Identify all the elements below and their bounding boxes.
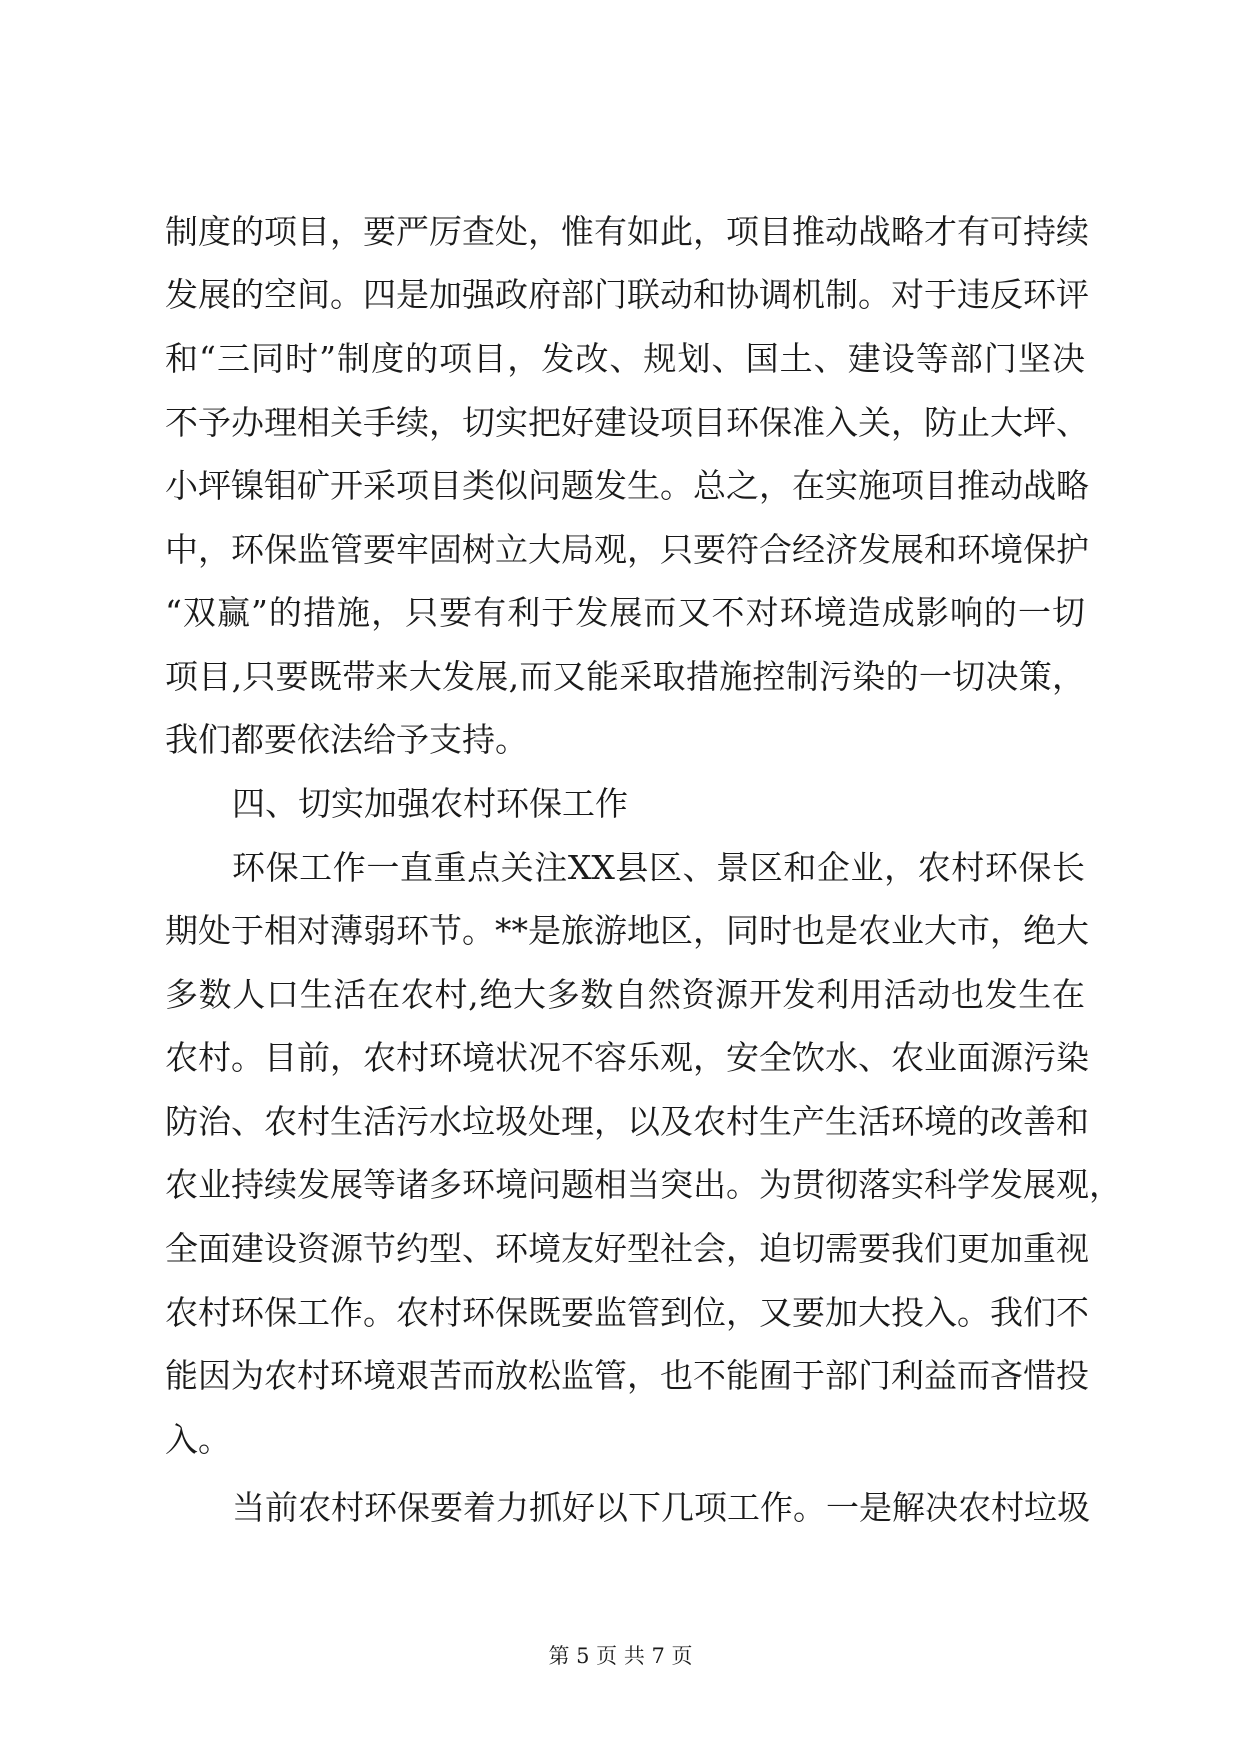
body-line: 入。	[165, 1420, 231, 1459]
body-line: 能因为农村环境艰苦而放松监管，也不能囿于部门利益而吝惜投	[165, 1356, 1089, 1395]
section-heading: 四、切实加强农村环保工作	[232, 784, 628, 823]
body-line: 期处于相对薄弱环节。**是旅游地区，同时也是农业大市，绝大	[165, 911, 1089, 950]
body-line: 发展的空间。四是加强政府部门联动和协调机制。对于违反环评	[165, 275, 1089, 314]
body-line: “双赢”的措施，只要有利于发展而又不对环境造成影响的一切	[165, 593, 1085, 632]
body-line: 制度的项目，要严厉查处，惟有如此，项目推动战略才有可持续	[165, 212, 1089, 251]
body-line: 和“三同时”制度的项目，发改、规划、国土、建设等部门坚决	[165, 339, 1085, 378]
body-line: 防治、农村生活污水垃圾处理，以及农村生产生活环境的改善和	[165, 1102, 1089, 1141]
body-line: 中，环保监管要牢固树立大局观，只要符合经济发展和环境保护	[165, 530, 1089, 569]
body-line: 多数人口生活在农村,绝大多数自然资源开发利用活动也发生在	[165, 975, 1085, 1014]
body-line: 不予办理相关手续，切实把好建设项目环保准入关，防止大坪、	[165, 403, 1089, 442]
body-line: 项目,只要既带来大发展,而又能采取措施控制污染的一切决策，	[165, 657, 1085, 696]
paragraph-first-line: 当前农村环保要着力抓好以下几项工作。一是解决农村垃圾	[232, 1488, 1090, 1527]
body-line: 我们都要依法给予支持。	[165, 720, 528, 759]
body-line: 农村环保工作。农村环保既要监管到位，又要加大投入。我们不	[165, 1293, 1089, 1332]
body-line: 农村。目前，农村环境状况不容乐观，安全饮水、农业面源污染	[165, 1038, 1089, 1077]
body-line: 农业持续发展等诸多环境问题相当突出。为贯彻落实科学发展观，	[165, 1165, 1122, 1204]
body-line: 全面建设资源节约型、环境友好型社会，迫切需要我们更加重视	[165, 1229, 1089, 1268]
paragraph-first-line: 环保工作一直重点关注XX县区、景区和企业，农村环保长	[232, 848, 1085, 887]
body-line: 小坪镍钼矿开采项目类似问题发生。总之，在实施项目推动战略	[165, 466, 1089, 505]
page-number-footer: 第 5 页 共 7 页	[548, 1644, 693, 1668]
